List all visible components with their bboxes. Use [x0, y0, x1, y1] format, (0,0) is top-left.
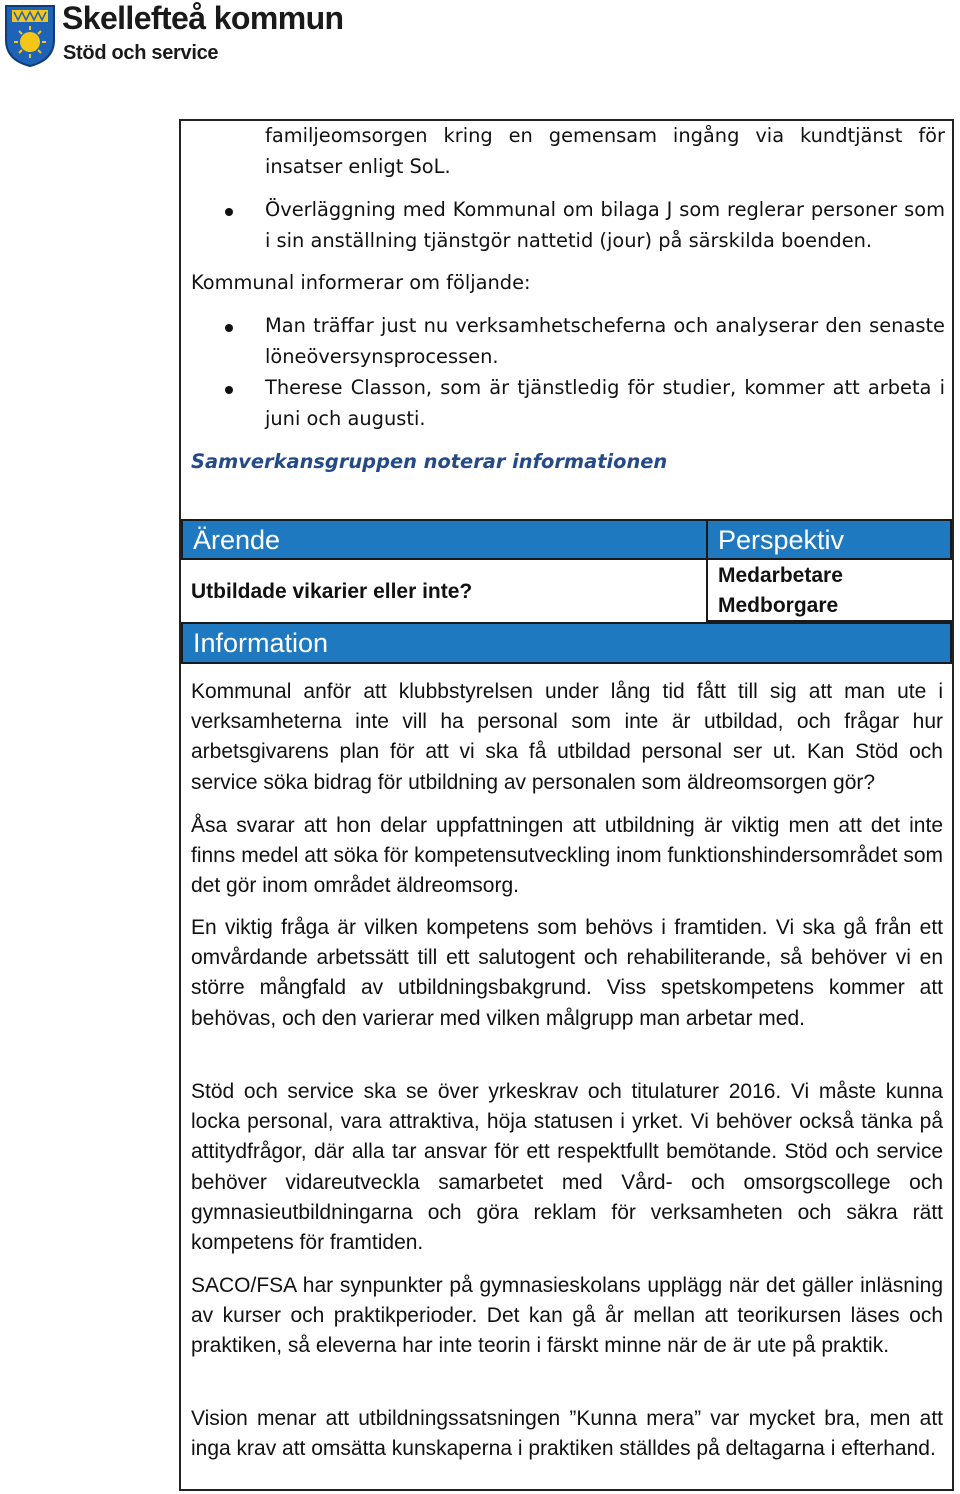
kommunal-informs-heading: Kommunal informerar om följande: [191, 271, 531, 294]
group-note: Samverkansgruppen noterar informationen [191, 450, 668, 473]
information-header: Information [181, 622, 952, 664]
perspective-medarbetare: Medarbetare [718, 564, 843, 587]
bullet-item-therese: Therese Classon, som är tjänstledig för studier, kommer att arbeta i juni och augusti. [265, 376, 945, 430]
bullet-item-jour: Överläggning med Kommunal om bilaga J som reglerar personer som i sin anställning tjänstgör nattetid (jour) på särskilda boenden. [265, 198, 945, 252]
municipal-coat-of-arms-icon [4, 4, 56, 68]
paragraph-asa: Åsa svarar att hon delar uppfattningen att utbildning är viktig men att det inte finns medel att söka för kompetensutveckling inom funktionshindersområdet som det gör inom området äldreomsorg. [191, 814, 943, 898]
arende-header: Ärende [181, 519, 708, 560]
bullet-icon [225, 386, 233, 394]
paragraph-kompetens: En viktig fråga är vilken kompetens som behövs i framtiden. Vi ska gå från ett omvårdande arbetssätt till ett salutogent och rehabiliterande, så behöver vi en större mångfald av utbildningsbakgrund. Viss spetskompetens kommer att behövas, och den varierar med vilken målgrupp man arbetar med. [191, 916, 943, 1030]
intro-continuation: familjeomsorgen kring en gemensam ingång via kundtjänst för insatser enligt SoL. [265, 124, 945, 178]
paragraph-yrkeskrav: Stöd och service ska se över yrkeskrav och titulaturer 2016. Vi måste kunna locka personal, vara attraktiva, höja statusen i yrket. Vi behöver också tänka på attitydfrågor, där alla tar ansvar för ett respektfullt bemötande. Stöd och service behöver vidareutveckla samarbetet med Vård- och omsorgscollege och gymnasieutbildningarna och göra reklam för verksamheten och säkra rätt kompetens för framtiden. [191, 1080, 943, 1255]
organization-name: Skellefteå kommun [62, 0, 344, 36]
bullet-icon [225, 208, 233, 216]
paragraph-vision: Vision menar att utbildningssatsningen ”Kunna mera” var mycket bra, men att inga krav att omsätta kunskaperna i praktiken ställdes på deltagarna i efterhand. [191, 1407, 943, 1461]
perspective-medborgare: Medborgare [718, 594, 839, 617]
case-title: Utbildade vikarier eller inte? [191, 580, 473, 603]
column-divider [706, 519, 708, 622]
document-frame [179, 119, 954, 1491]
organization-department: Stöd och service [63, 42, 219, 64]
paragraph-kommunal: Kommunal anför att klubbstyrelsen under lång tid fått till sig att man ute i verksamheterna inte vill ha personal som inte är utbildad, och frågar hur arbetsgivarens plan för att vi ska få utbildad personal ser ut. Kan Stöd och service söka bidrag för utbildning av personalen som äldreomsorgen gör? [191, 680, 943, 794]
perspektiv-header: Perspektiv [706, 519, 952, 560]
bullet-item-loneoversyn: Man träffar just nu verksamhetscheferna och analyserar den senaste löneöversynsprocessen. [265, 314, 945, 368]
bullet-icon [225, 324, 233, 332]
case-table [181, 519, 952, 664]
page-header [4, 0, 424, 70]
paragraph-saco: SACO/FSA har synpunkter på gymnasieskolans upplägg när det gäller inläsning av kurser och praktikperioder. Det kan gå år mellan att teorikursen läses och praktiken, så eleverna har inte teorin i färskt minne när de är ute på praktik. [191, 1274, 943, 1358]
